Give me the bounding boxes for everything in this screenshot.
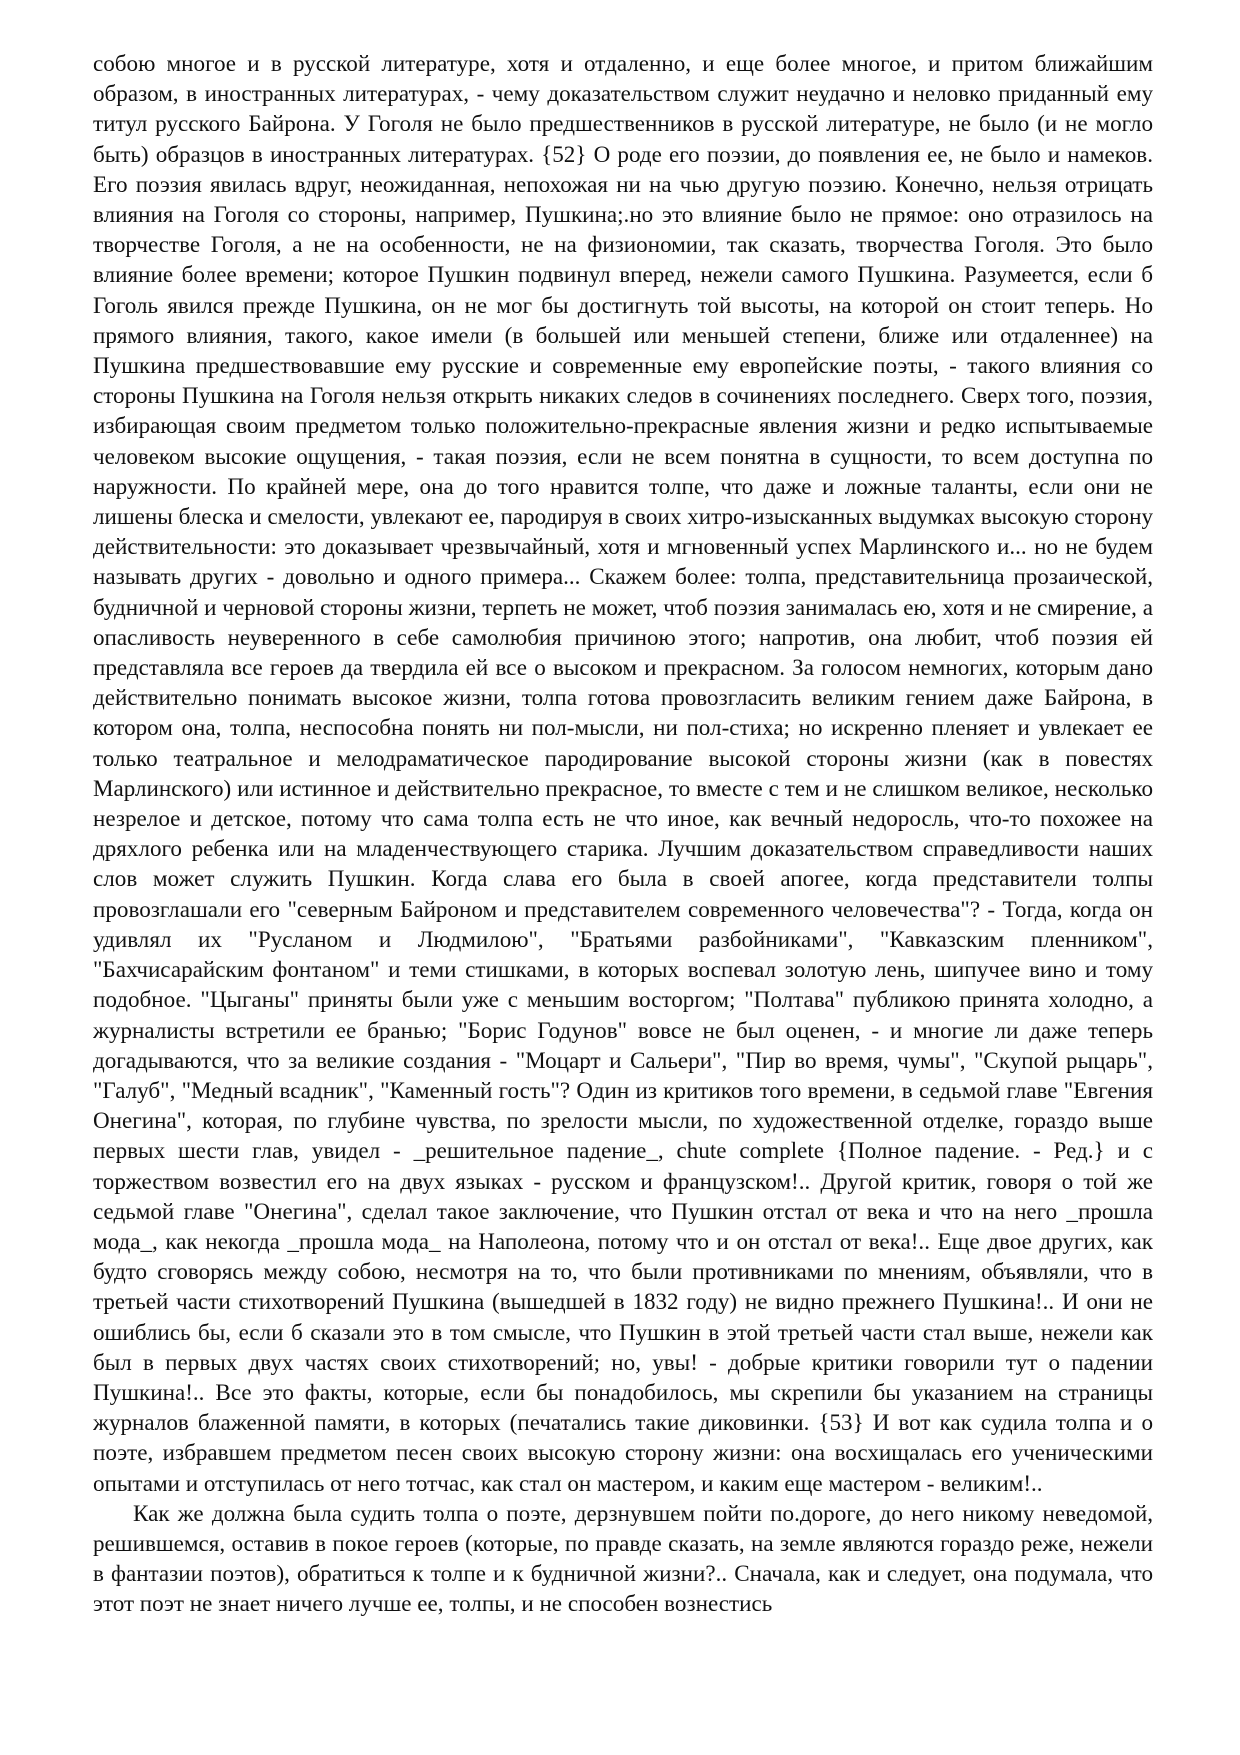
document-page [93, 48, 1153, 1728]
paragraph-continuation: собою многое и в русской литературе, хотя и отдаленно, и еще более многое, и притом ближайшим образом, в иностранных литературах, - чему доказательством служит неудачно и неловко приданный ему титул русского Байрона. У Гоголя не было предшественников в русской литературе, не было (и не могло быть) образцов в иностранных литературах. {52} О роде его поэзии, до появления ее, не было и намеков. Его поэзия явилась вдруг, неожиданная, непохожая ни на чью другую поэзию. Конечно, нельзя отрицать влияния на Гоголя со стороны, например, Пушкина;.но это влияние было не прямое: оно отразилось на творчестве Гоголя, а не на особенности, не на физиономии, так сказать, творчества Гоголя. Это было влияние более времени; которое Пушкин подвинул вперед, нежели самого Пушкина. Разумеется, если б Гоголь явился прежде Пушкина, он не мог бы достигнуть той высоты, на которой он стоит теперь. Но прямого влияния, такого, какое имели (в большей или меньшей степени, ближе или отдаленнее) на Пушкина предшествовавшие ему русские и современные ему европейские поэты, - такого влияния со стороны Пушкина на Гоголя нельзя открыть никаких следов в сочинениях последнего. Сверх того, поэзия, избирающая своим предметом только положительно-прекрасные явления жизни и редко испытываемые человеком высокие ощущения, - такая поэзия, если не всем понятна в сущности, то всем доступна по наружности. По крайней мере, она до того нравится толпе, что даже и ложные таланты, если они не лишены блеска и смелости, увлекают ее, пародируя в своих хитро-изысканных выдумках высокую сторону действительности: это доказывает чрезвычайный, хотя и мгновенный успех Марлинского и... но не будем называть других - довольно и одного примера... Скажем более: толпа, представительница прозаической, будничной и черновой стороны жизни, терпеть не может, чтоб поэзия занималась ею, хотя и не смирение, а опасливость неуверенного в себе самолюбия причиною этого; напротив, она любит, чтоб поэзия ей представляла все героев да твердила ей все о высоком и прекрасном. За голосом немногих, которым дано действительно понимать высокое жизни, толпа готова провозгласить великим гением даже Байрона, в котором она, толпа, неспособна понять ни пол-мысли, ни пол-стиха; но искренно пленяет и увлекает ее только театральное и мелодраматическое пародирование высокой стороны жизни (как в повестях Марлинского) или истинное и действительно прекрасное, то вместе с тем и не слишком великое, несколько незрелое и детское, потому что сама толпа есть не что иное, как вечный недоросль, что-то похожее на дряхлого ребенка или на младенчествующего старика. Лучшим доказательством справедливости наших слов может служить Пушкин. Когда слава его была в своей апогее, когда представители толпы провозглашали его "северным Байроном и представителем современного человечества"? - Тогда, когда он удивлял их "Русланом и Людмилою", "Братьями разбойниками", "Кавказским пленником", "Бахчисарайским фонтаном" и теми стишками, в которых воспевал золотую лень, шипучее вино и тому подобное. "Цыганы" приняты были уже с меньшим восторгом; "Полтава" публикою принята холодно, а журналисты встретили ее бранью; "Борис Годунов" вовсе не был оценен, - и многие ли даже теперь догадываются, что за великие создания - "Моцарт и Сальери", "Пир во время, чумы", "Скупой рыцарь", "Галуб", "Медный всадник", "Каменный гость"? Один из критиков того времени, в седьмой главе "Евгения Онегина", которая, по глубине чувства, по зрелости мысли, по художественной отделке, гораздо выше первых шести глав, увидел - _решительное падение_, chute complete {Полное падение. - Ред.} и с торжеством возвестил его на двух языках - русском и французском!.. Другой критик, говоря о той же седьмой главе "Онегина", сделал такое заключение, что Пушкин отстал от века и что на него _прошла мода_, как некогда _прошла мода_ на Наполеона, потому что и он отстал от века!.. Еще двое других, как будто сговорясь между собою, несмотря на то, что были противниками по мнениям, объявляли, что в третьей части стихотворений Пушкина (вышедшей в 1832 году) не видно прежнего Пушкина!.. И они не ошиблись бы, если б сказали это в том смысле, что Пушкин в этой третьей части стал выше, нежели как был в первых двух частях своих стихотворений; но, увы! - добрые критики говорили тут о падении Пушкина!.. Все это факты, которые, если бы понадобилось, мы скрепили бы указанием на страницы журналов блаженной памяти, в которых (печатались такие диковинки. {53} И вот как судила толпа и о поэте, избравшем предметом песен своих высокую сторону жизни: она восхищалась его ученическими опытами и отступилась от него тотчас, как стал он мастером, и каким еще мастером - великим!.. [93, 50, 1153, 1496]
paragraph-new: Как же должна была судить толпа о поэте, дерзнувшем пойти по.дороге, до него никому неведомой, решившемся, оставив в покое героев (которые, по правде сказать, на земле являются гораздо реже, нежели в фантазии поэтов), обратиться к толпе и к будничной жизни?.. Сначала, как и следует, она подумала, что этот поэт не знает ничего лучше ее, толпы, и не способен вознестись [93, 1499, 1153, 1617]
